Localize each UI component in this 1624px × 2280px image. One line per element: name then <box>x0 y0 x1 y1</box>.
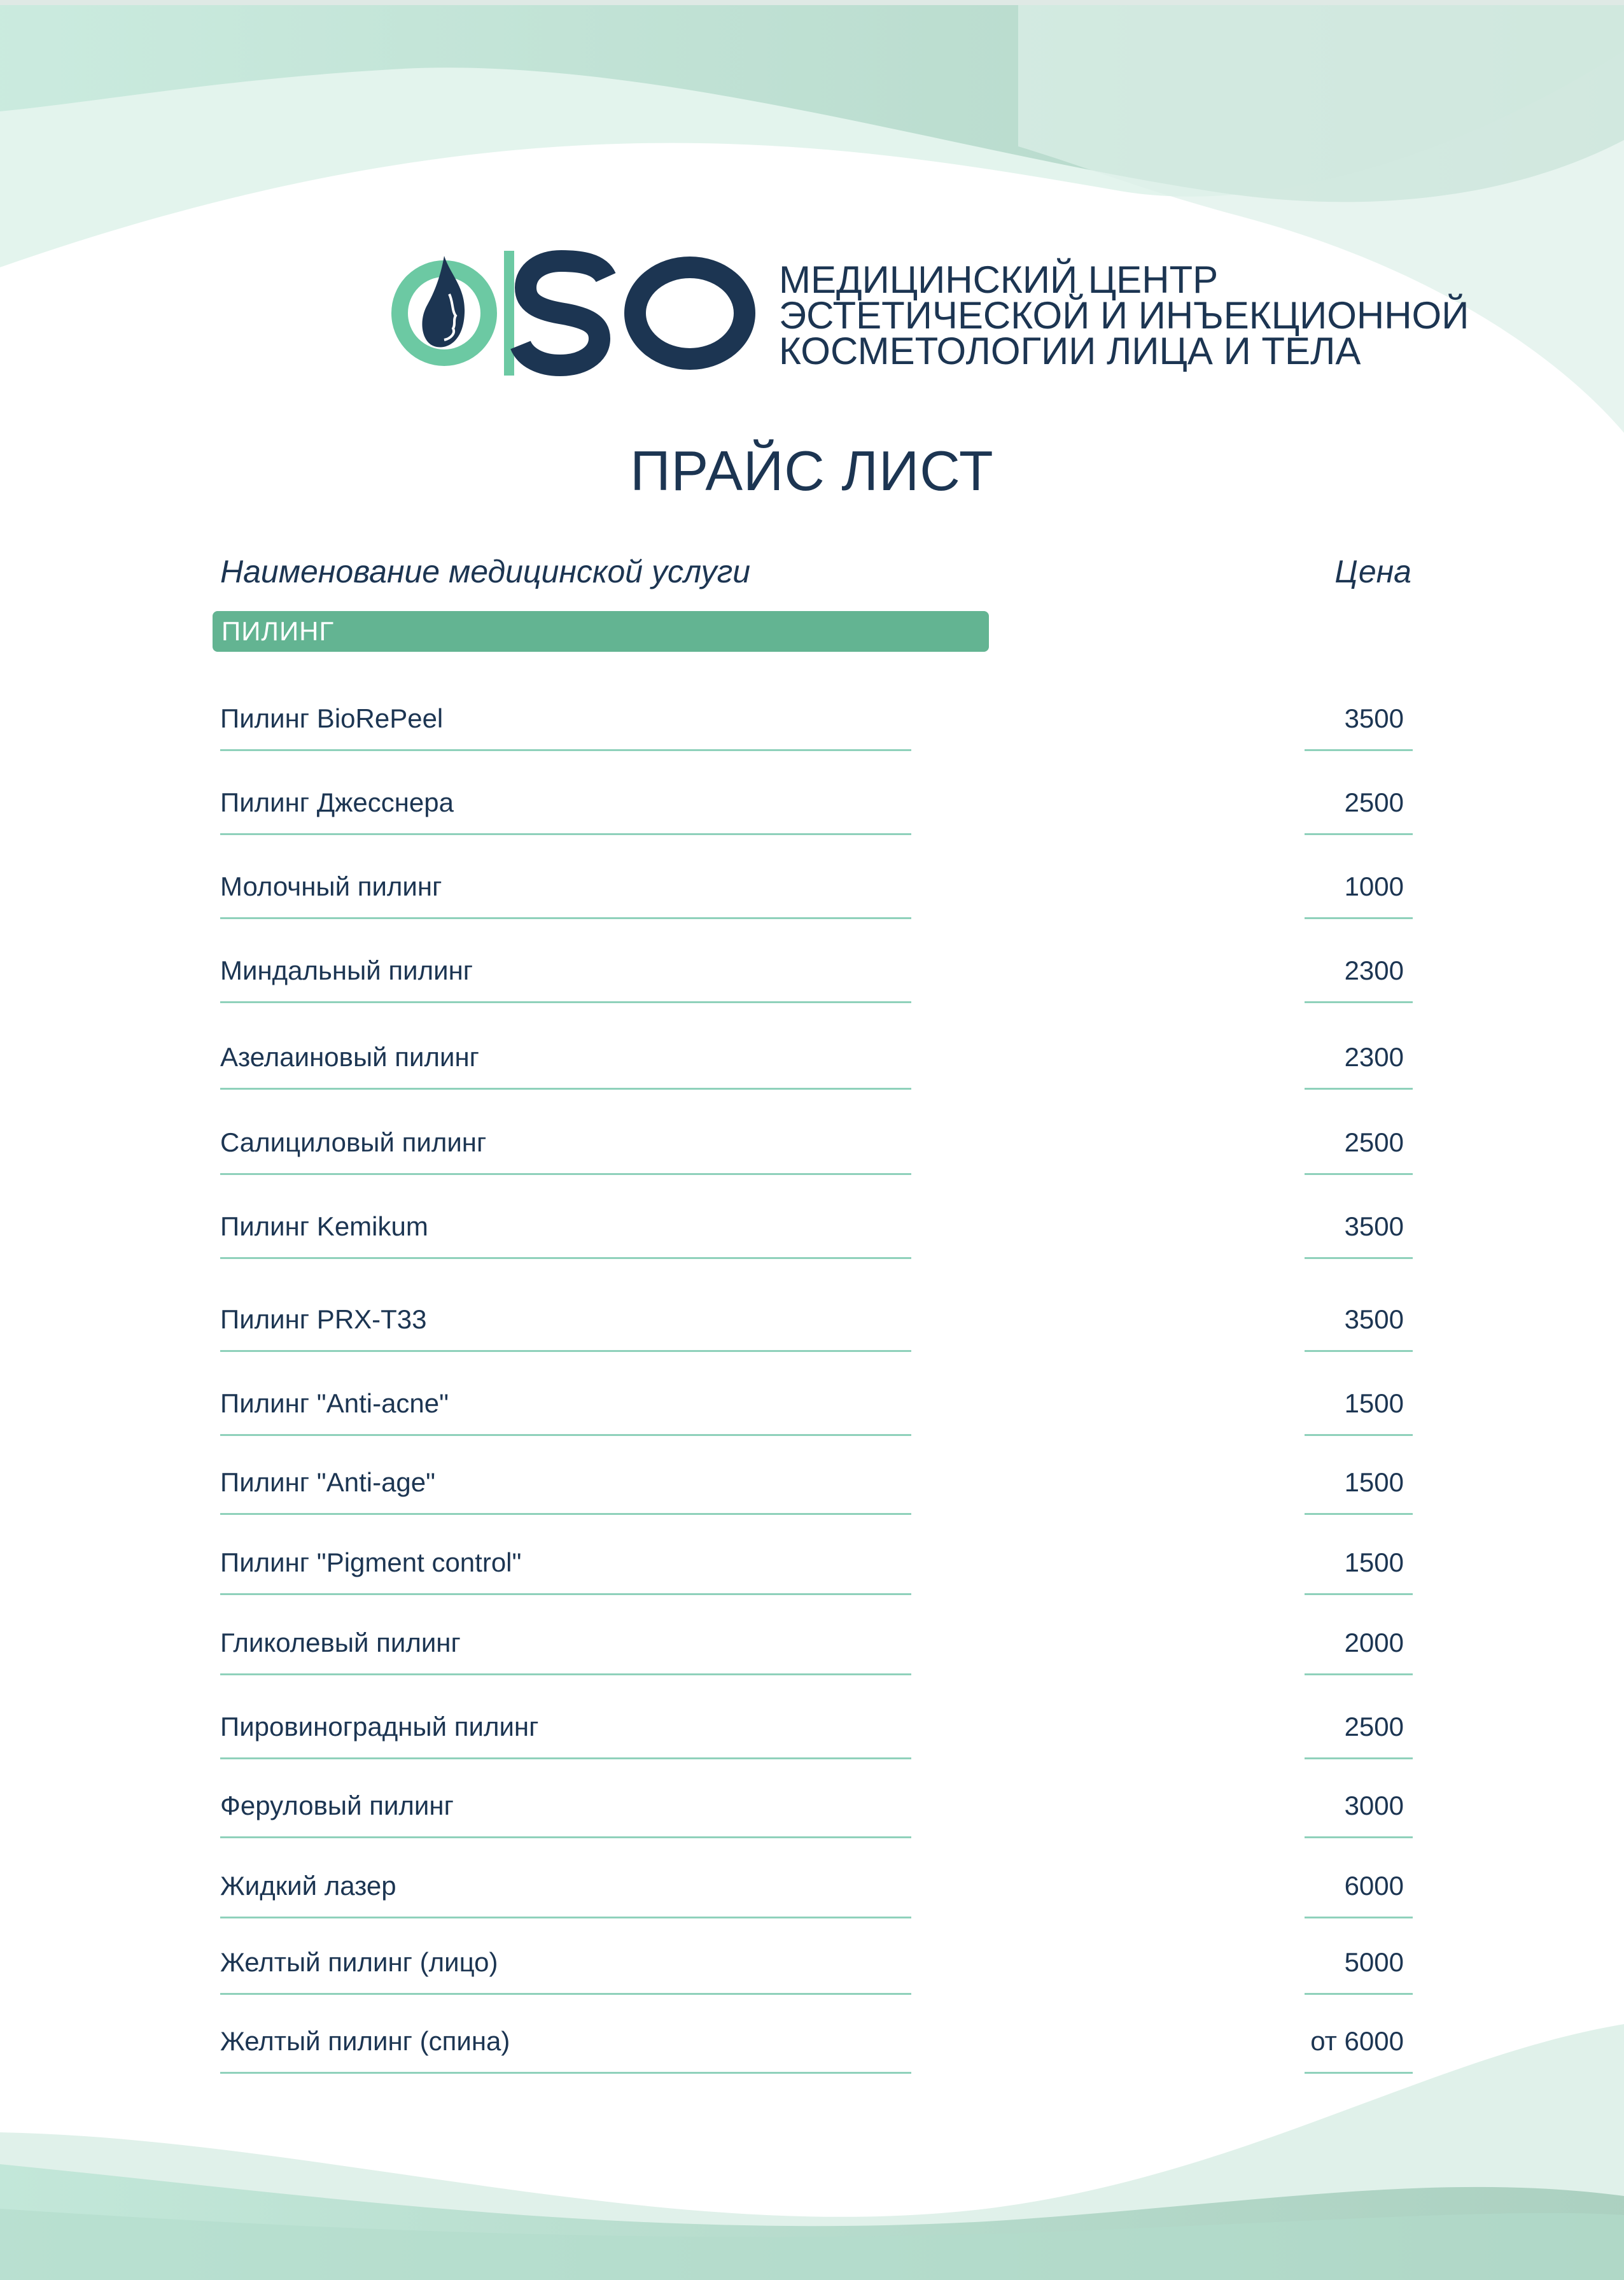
list-item <box>0 1092 1624 1175</box>
list-item <box>0 920 1624 1003</box>
price-divider <box>1305 1350 1413 1352</box>
price-divider <box>1305 1173 1413 1175</box>
price-divider <box>1305 1257 1413 1259</box>
row-divider <box>220 833 911 835</box>
service-price: 1000 <box>1344 871 1404 901</box>
row-divider <box>220 749 911 751</box>
brand-line: КОСМЕТОЛОГИИ ЛИЦА И ТЕЛА <box>779 330 1361 372</box>
price-divider <box>1305 1673 1413 1675</box>
list-item <box>0 1353 1624 1436</box>
price-divider <box>1305 2072 1413 2074</box>
list-item <box>0 1176 1624 1259</box>
service-name: Пилинг "Anti-acne" <box>220 1388 449 1418</box>
service-price: 3000 <box>1344 1791 1404 1820</box>
column-header-price: Цена <box>1334 554 1411 589</box>
service-price: 6000 <box>1344 1871 1404 1901</box>
price-divider <box>1305 917 1413 919</box>
row-divider <box>220 1173 911 1175</box>
column-header-name: Наименование медицинской услуги <box>220 554 751 589</box>
price-divider <box>1305 1001 1413 1003</box>
brand-line: МЕДИЦИНСКИЙ ЦЕНТР <box>779 258 1219 301</box>
list-item <box>0 668 1624 751</box>
price-divider <box>1305 1088 1413 1090</box>
service-price: 2300 <box>1344 955 1404 985</box>
service-price: 3500 <box>1344 703 1404 733</box>
service-price: 3500 <box>1344 1304 1404 1334</box>
service-price: 2300 <box>1344 1042 1404 1072</box>
service-price: 3500 <box>1344 1211 1404 1241</box>
row-divider <box>220 1257 911 1259</box>
list-item <box>0 1991 1624 2074</box>
list-item <box>0 1007 1624 1090</box>
service-name: Жидкий лазер <box>220 1871 396 1901</box>
price-divider <box>1305 749 1413 751</box>
service-price: 2500 <box>1344 1712 1404 1742</box>
service-name: Желтый пилинг (спина) <box>220 2026 510 2056</box>
service-name: Молочный пилинг <box>220 871 442 901</box>
row-divider <box>220 1088 911 1090</box>
service-price: 1500 <box>1344 1547 1404 1577</box>
service-name: Феруловый пилинг <box>220 1791 454 1820</box>
service-name: Пилинг BioRePeel <box>220 703 444 733</box>
service-name: Миндальный пилинг <box>220 955 473 985</box>
list-item <box>0 836 1624 919</box>
service-name: Пилинг PRX-T33 <box>220 1304 427 1334</box>
row-divider <box>220 1001 911 1003</box>
list-item <box>0 1756 1624 1838</box>
list-item <box>0 1912 1624 1995</box>
logo-divider <box>504 251 514 376</box>
iso-logo <box>389 250 759 377</box>
logo-letter-s <box>521 261 606 365</box>
list-item <box>0 1836 1624 1918</box>
service-name: Гликолевый пилинг <box>220 1628 461 1657</box>
row-divider <box>220 917 911 919</box>
list-item <box>0 1593 1624 1675</box>
service-price: 1500 <box>1344 1467 1404 1497</box>
service-price: 1500 <box>1344 1388 1404 1418</box>
service-price: 2500 <box>1344 1127 1404 1157</box>
service-name: Пилинг "Anti-age" <box>220 1467 436 1497</box>
brand-line: ЭСТЕТИЧЕСКОЙ И ИНЪЕКЦИОННОЙ <box>779 294 1469 337</box>
service-price: 2000 <box>1344 1628 1404 1657</box>
section-label: ПИЛИНГ <box>221 616 335 646</box>
logo-letter-o <box>635 267 745 359</box>
page-title: ПРАЙС ЛИСТ <box>630 439 994 502</box>
brand-tagline <box>779 258 1469 372</box>
row-divider <box>220 1350 911 1352</box>
list-item <box>0 1512 1624 1595</box>
service-name: Пилинг Джесснера <box>220 787 454 817</box>
list-item <box>0 1677 1624 1759</box>
service-price: 5000 <box>1344 1947 1404 1977</box>
service-name: Азелаиновый пилинг <box>220 1042 479 1072</box>
section-header <box>213 611 989 652</box>
service-price: 2500 <box>1344 787 1404 817</box>
list-item <box>0 752 1624 835</box>
service-name: Пилинг "Pigment control" <box>220 1547 522 1577</box>
price-divider <box>1305 833 1413 835</box>
list-item <box>0 1269 1624 1352</box>
row-divider <box>220 2072 911 2074</box>
service-name: Салициловый пилинг <box>220 1127 487 1157</box>
list-item <box>0 1432 1624 1515</box>
service-price: от 6000 <box>1310 2026 1404 2056</box>
service-name: Пировиноградный пилинг <box>220 1712 539 1742</box>
service-name: Пилинг Kemikum <box>220 1211 428 1241</box>
row-divider <box>220 1673 911 1675</box>
service-name: Желтый пилинг (лицо) <box>220 1947 498 1977</box>
